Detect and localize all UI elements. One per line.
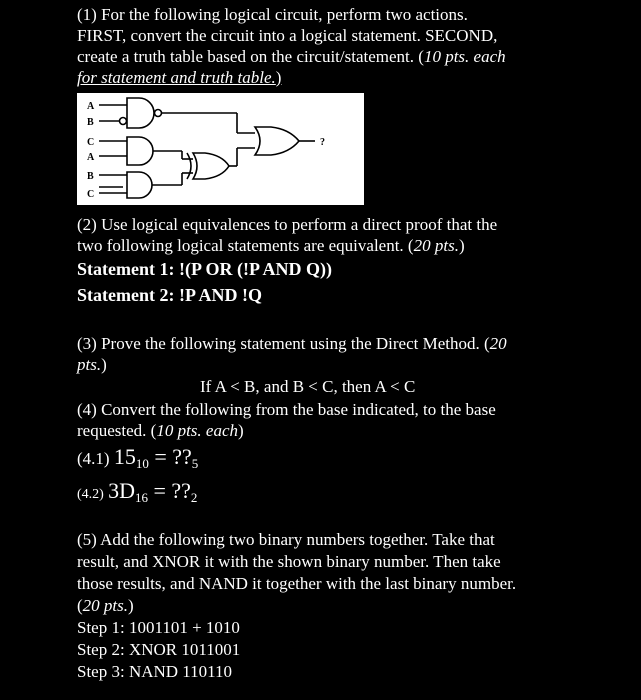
q5-step-3: Step 3: NAND 110110	[77, 662, 233, 681]
circuit-input-labels	[87, 101, 325, 200]
q3-line2: pts.)	[77, 355, 107, 374]
logic-circuit-diagram	[77, 93, 364, 205]
q2-statement-1: Statement 1: !(P OR (!P AND Q))	[77, 259, 332, 279]
input-label-b2: B	[87, 171, 94, 182]
q2-statement-2: Statement 2: !P AND !Q	[77, 285, 262, 305]
input-label-b1: B	[87, 117, 94, 128]
q1-line2: FIRST, convert the circuit into a logical statement. SECOND,	[77, 26, 498, 45]
circuit-svg	[77, 93, 364, 205]
q4-line1: (4) Convert the following from the base indicated, to the base	[77, 400, 496, 419]
q2-line2: two following logical statements are equivalent. (20 pts.)	[77, 236, 465, 255]
q3-statement: If A < B, and B < C, then A < C	[200, 377, 416, 396]
q1-line4: for statement and truth table.)	[77, 68, 282, 87]
q2-line1: (2) Use logical equivalences to perform a direct proof that the	[77, 215, 498, 234]
q5-step-2: Step 2: XNOR 1011001	[77, 640, 241, 659]
q4-line2: requested. (10 pts. each)	[77, 421, 244, 440]
input-label-c1: C	[87, 137, 95, 148]
input-label-a2: A	[87, 152, 95, 163]
q4-part-2: (4.2) $3D_{16}$ = $??_2$	[77, 478, 198, 505]
q1-line1: (1) For the following logical circuit, perform two actions.	[77, 5, 468, 24]
q4-part-1: (4.1) $15_{10}$ = $??_5$	[77, 444, 199, 471]
q3-line1: (3) Prove the following statement using the Direct Method. (20	[77, 334, 507, 353]
q1-line3: create a truth table based on the circuit/statement. (10 pts. each	[77, 47, 506, 66]
q5-line3: those results, and NAND it together with the last binary number.	[77, 574, 517, 593]
input-label-a1: A	[87, 101, 95, 112]
input-label-c2: C	[87, 189, 95, 200]
q5-line4: (20 pts.)	[77, 596, 134, 615]
q5-step-1: Step 1: 1001101 + 1010	[77, 618, 240, 637]
q5-line2: result, and XNOR it with the shown binary number. Then take	[77, 552, 501, 571]
output-label: ?	[320, 137, 325, 148]
q5-line1: (5) Add the following two binary numbers together. Take that	[77, 530, 495, 549]
